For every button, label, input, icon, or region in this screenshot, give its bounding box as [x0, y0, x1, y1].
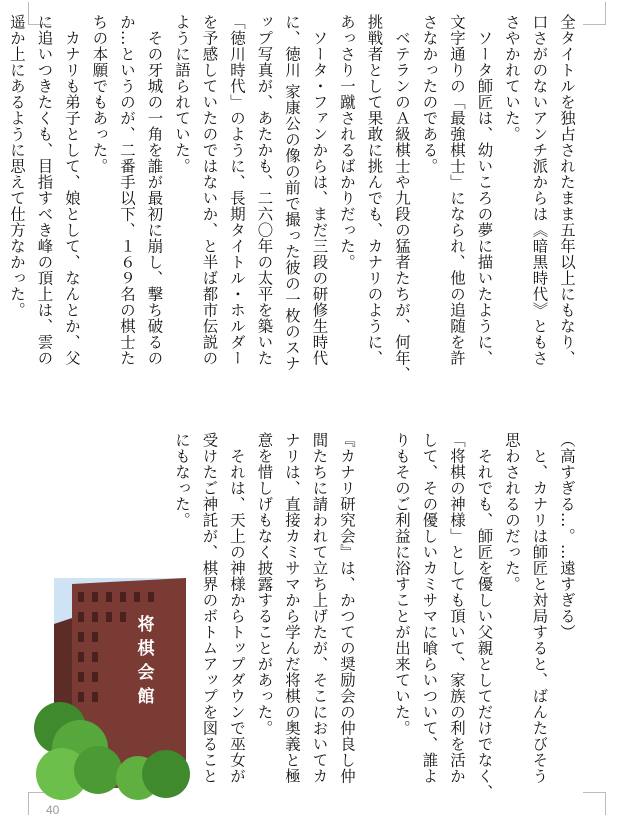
shogi-hall-illustration	[54, 578, 186, 788]
sign-char-2: 棋	[137, 639, 155, 659]
bottom-line: にもなった。	[173, 432, 191, 528]
page-number: 40	[46, 803, 60, 817]
top-line: その牙城の一角を誰が最初に崩し、撃ち破るの	[145, 14, 164, 366]
top-line: 文字通りの「最強棋士」になられ、他の追随を許	[448, 14, 466, 366]
bottom-line: して、その優しいカミサマに喰らいついて、誰よ	[420, 432, 439, 784]
top-line: ちの本願でもあった。	[90, 14, 109, 174]
bottom-line: それでも、師匠を優しい父親としてだけでなく、	[475, 432, 494, 800]
bottom-line: 「将棋の神様」としても頂いて、家族の利を活か	[448, 432, 466, 784]
top-line: ベテランのＡ級棋士や九段の猛者たちが、何年、	[393, 14, 411, 382]
top-line: 口さがのないアンチ派からは《暗黒時代》ともさ	[530, 14, 549, 366]
bottom-line: （高すぎる…。…遠すぎる）	[558, 432, 576, 640]
top-line: さなかったのである。	[420, 14, 439, 174]
crop-mark-top-right	[583, 2, 606, 25]
bottom-line: 受けたご神託が、棋界のボトムアップを図ること	[200, 432, 219, 784]
top-line: さやかれていた。	[503, 14, 521, 142]
top-line: ように語られていた。	[173, 14, 191, 174]
top-line: に、徳川 家康公の像の前で撮った彼の一枚のスナ	[283, 14, 301, 372]
bottom-line: 意を惜しげもなく披露することがあった。	[255, 432, 274, 736]
top-line: を予感していたのではないか、と半ば都市伝説の	[200, 14, 219, 366]
top-line: 「徳川時代」のように、長期タイトル・ホルダー	[228, 14, 246, 366]
bottom-line: それは、天上の神様からトップダウンで巫女が	[228, 432, 246, 784]
top-line: 遥か上にあるように思えて仕方なかった。	[8, 14, 26, 318]
bottom-line: りもそのご利益に浴すことが出来ていた。	[393, 432, 411, 736]
bottom-line	[360, 432, 388, 802]
top-line: に追いつきたくも、目指すべき峰の頂上は、雲の	[35, 14, 54, 366]
sign-char-1: 将	[137, 615, 155, 635]
bottom-line: 間たちに請われて立ち上げたが、そこにおいてカ	[310, 432, 329, 784]
lower-text-block	[173, 432, 580, 802]
top-line: 全タイトルを独占されたまま五年以上にもなり、	[558, 14, 576, 366]
top-line: ップ写真が、あたかも、二六〇年の太平を築いた	[255, 14, 274, 366]
top-line: ソータ師匠は、幼いころの夢に描いたように、	[475, 14, 494, 366]
bottom-line: と、カナリは師匠と対局すると、ばんたびそう	[530, 432, 549, 784]
top-line: カナリも弟子として、娘として、なんとか、父	[63, 14, 81, 366]
top-line: ソータ・ファンからは、まだ三段の研修生時代	[310, 14, 329, 366]
bottom-line: ナリは、直接カミサマから学んだ将棋の奥義と極	[283, 432, 301, 784]
bottom-line: 思わされるのだった。	[503, 432, 521, 592]
top-line: あっさり一蹴されるばかりだった。	[338, 14, 356, 270]
upper-text-block	[8, 14, 580, 392]
shogi-hall-photo	[54, 578, 186, 788]
sign-char-3: 会	[137, 663, 155, 683]
top-line: か…というのが、二番手以下、１６９名の棋士た	[118, 14, 136, 366]
crop-mark-bottom-right	[583, 792, 606, 815]
sign-char-4: 館	[137, 687, 155, 707]
bottom-line: 『カナリ研究会』は、かつての奨励会の仲良し仲	[338, 432, 356, 784]
top-line: 挑戦者として果敢に挑んでも、カナリのように、	[365, 14, 384, 366]
